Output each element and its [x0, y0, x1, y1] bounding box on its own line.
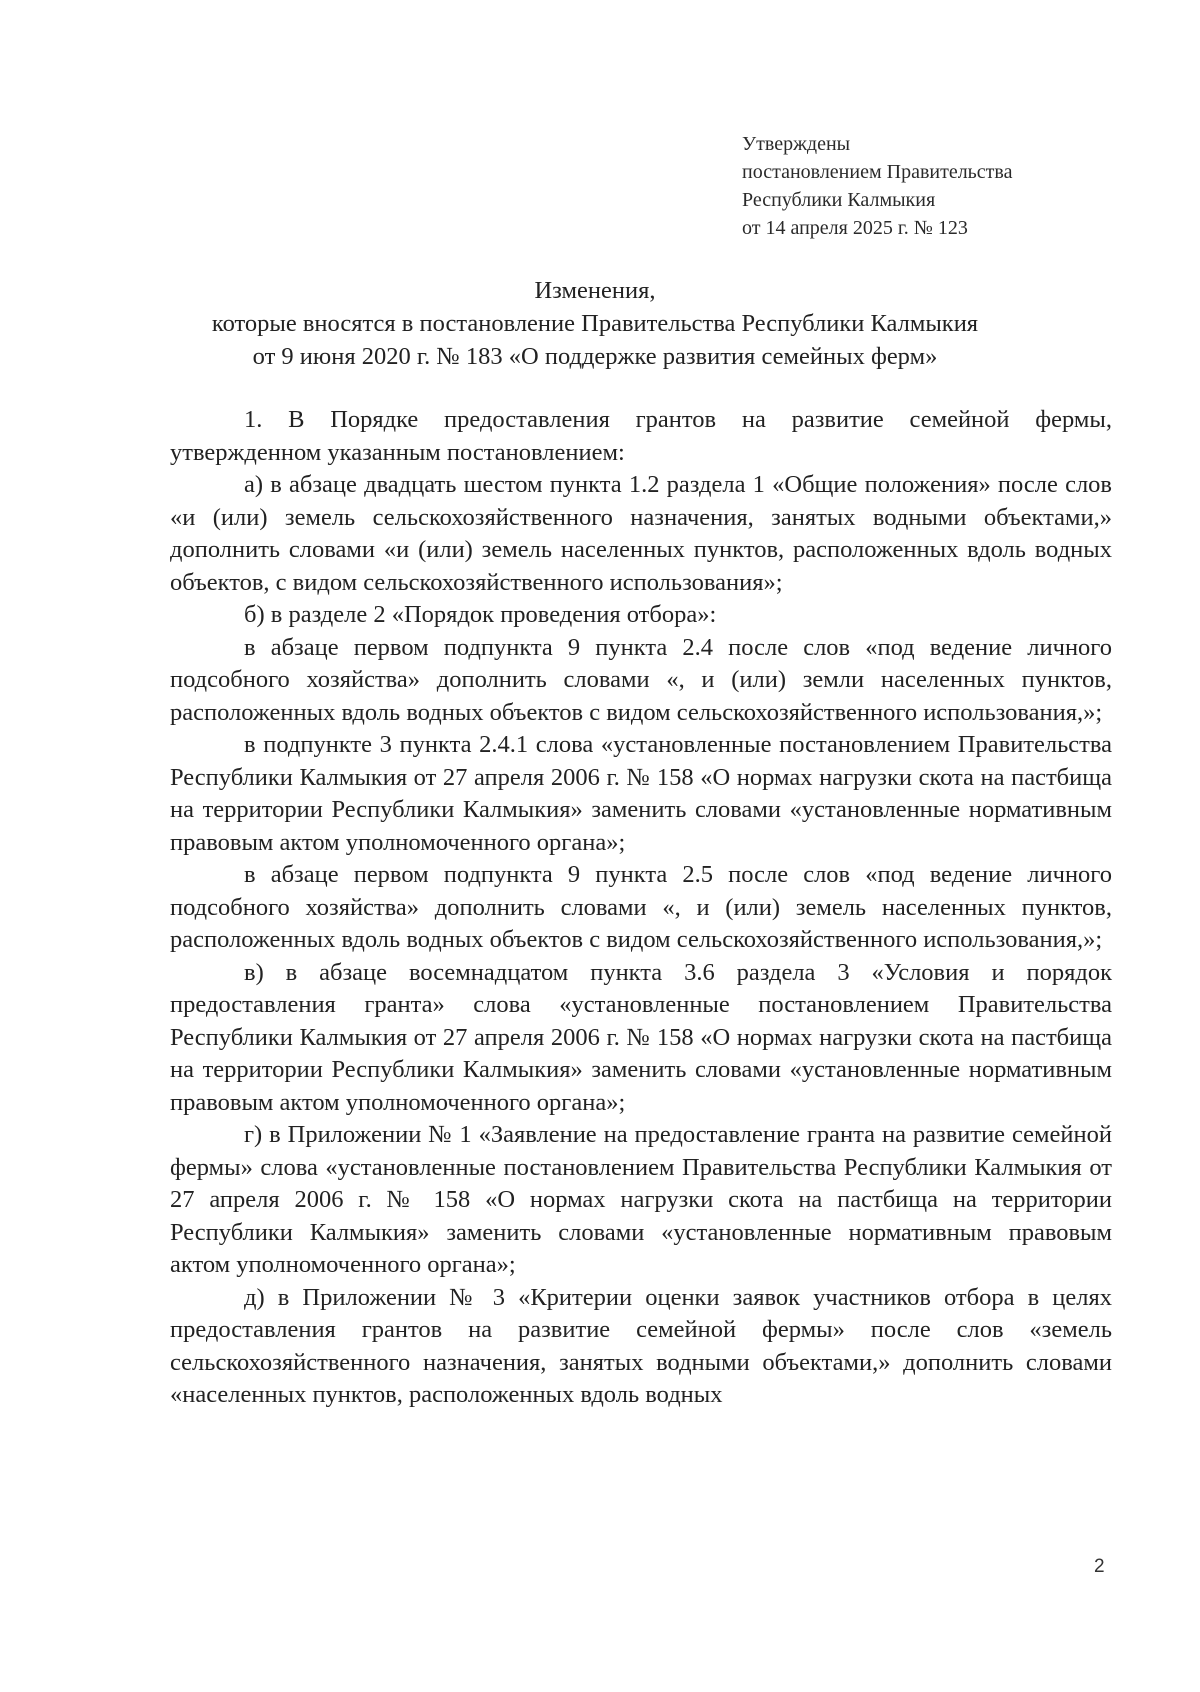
paragraph-b: б) в разделе 2 «Порядок проведения отбора»: — [244, 601, 717, 628]
document-title — [150, 274, 1040, 373]
approval-stamp-block — [742, 130, 1012, 242]
paragraph-b-item-2: в подпункте 3 пункта 2.4.1 слова «установленные постановлением Правительства Республики Калмыкия от 27 апреля 2006 г. № 158 «О нормах нагрузки скота на пастбища на территории Республики Калмыкия» заменить словами «установленные нормативным правовым актом уполномоченного органа»; — [170, 731, 1112, 856]
approval-line-3: Республики Калмыкия — [742, 189, 936, 211]
paragraph-v: в) в абзаце восемнадцатом пункта 3.6 раздела 3 «Условия и порядок предоставления гранта» слова «установленные постановлением Правительства Республики Калмыкия от 27 апреля 2006 г. № 158 «О нормах нагрузки скота на пастбища на территории Республики Калмыкия» заменить словами «установленные нормативным правовым актом уполномоченного органа»; — [170, 958, 1112, 1116]
page-number: 2 — [1094, 1556, 1105, 1577]
paragraph-b-item-3: в абзаце первом подпункта 9 пункта 2.5 после слов «под ведение личного подсобного хозяйства» дополнить словами «, и (или) земель населенных пунктов, расположенных вдоль водных объектов с видом сельскохозяйственного использования,»; — [170, 861, 1112, 953]
paragraph-a: а) в абзаце двадцать шестом пункта 1.2 раздела 1 «Общие положения» после слов «и (или) земель сельскохозяйственного назначения, занятых водными объектами,» дополнить словами «и (или) земель населенных пунктов, расположенных вдоль водных объектов, с видом сельскохозяйственного использования»; — [170, 471, 1112, 596]
document-body — [170, 404, 1112, 1412]
title-line-1: Изменения, — [534, 277, 656, 304]
paragraph-g: г) в Приложении № 1 «Заявление на предоставление гранта на развитие семейной фермы» слова «установленные постановлением Правительства Республики Калмыкия от 27 апреля 2006 г. № 158 «О нормах нагрузки скота на пастбища на территории Республики Калмыкия» заменить словами «установленные нормативным правовым актом уполномоченного органа»; — [170, 1121, 1112, 1278]
paragraph-1: 1. В Порядке предоставления грантов на развитие семейной фермы, утвержденном указанным постановлением: — [170, 406, 1112, 466]
title-line-2: которые вносятся в постановление Правительства Республики Калмыкия — [211, 310, 979, 337]
approval-line-1: Утверждены — [742, 133, 851, 155]
approval-line-2: постановлением Правительства — [742, 161, 1013, 183]
title-line-3: от 9 июня 2020 г. № 183 «О поддержке развития семейных ферм» — [252, 343, 938, 370]
approval-line-4: от 14 апреля 2025 г. № 123 — [742, 217, 968, 239]
paragraph-d: д) в Приложении № 3 «Критерии оценки заявок участников отбора в целях предоставления грантов на развитие семейной фермы» после слов «земель сельскохозяйственного назначения, занятых водными объектами,» дополнить словами «населенных пунктов, расположенных вдоль водных — [170, 1283, 1112, 1408]
paragraph-b-item-1: в абзаце первом подпункта 9 пункта 2.4 после слов «под ведение личного подсобного хозяйства» дополнить словами «, и (или) земли населенных пунктов, расположенных вдоль водных объектов с видом сельскохозяйственного использования,»; — [170, 633, 1112, 726]
